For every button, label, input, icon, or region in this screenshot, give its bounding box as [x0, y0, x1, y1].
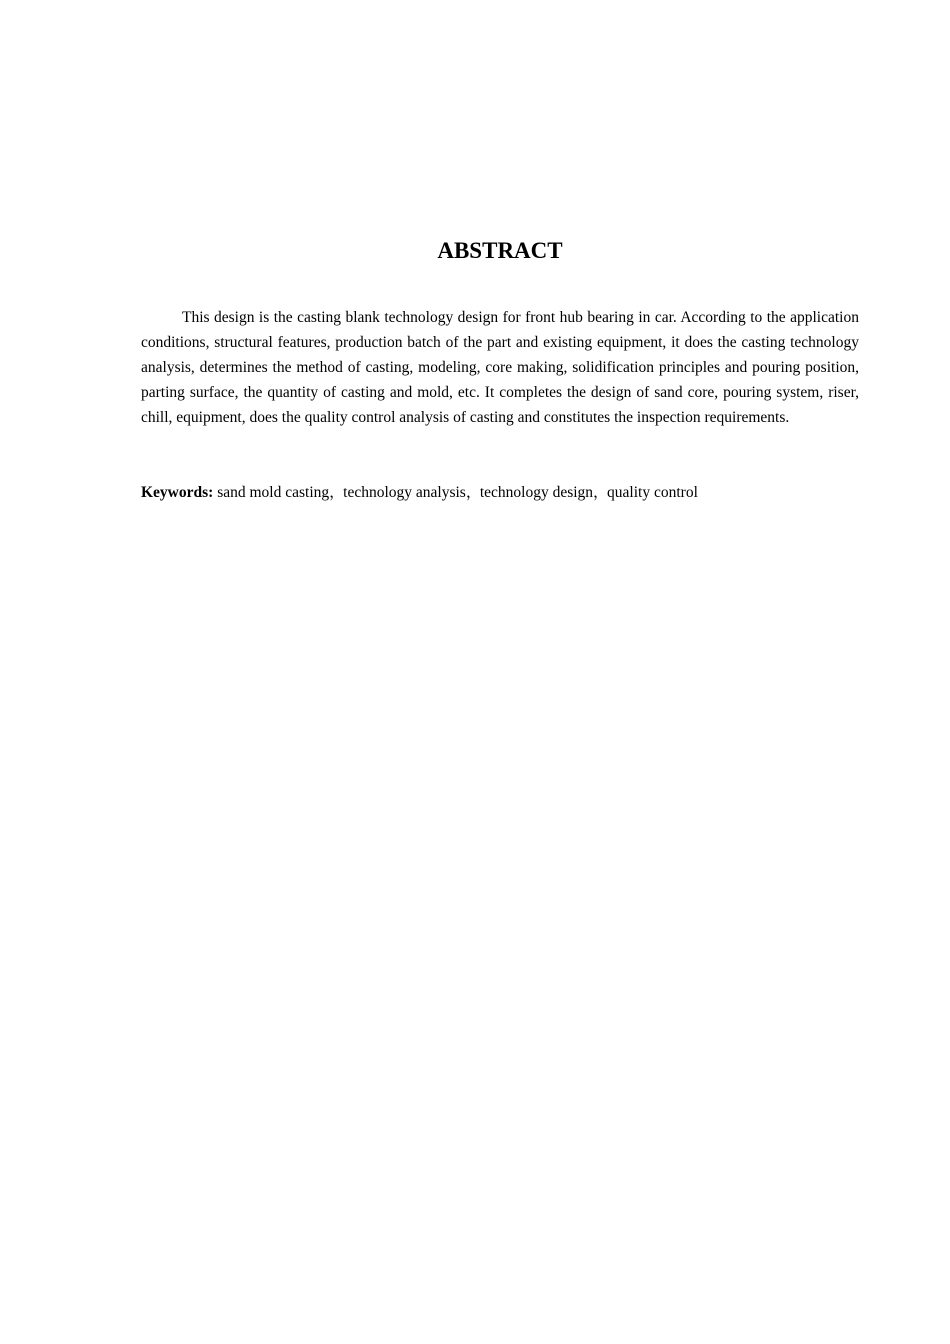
keywords-line [141, 480, 859, 505]
keyword-item: technology design [479, 484, 594, 501]
keyword-separator: ， [329, 484, 345, 501]
keyword-separator: ， [465, 484, 482, 501]
abstract-paragraph: This design is the casting blank technology design for front hub bearing in car. According to the application conditions, structural features, production batch of the part and existing equipment, it does the casting technology analysis, determines the method of casting, modeling, core making, solidification principles and pouring position, parting surface, the quantity of casting and mold, etc. It completes the design of sand core, pouring system, riser, chill, equipment, does the quality control analysis of casting and constitutes the inspection requirements. [141, 309, 859, 426]
page-title: ABSTRACT [437, 238, 563, 263]
keyword-item: technology analysis [343, 484, 466, 501]
keyword-separator: ， [593, 484, 609, 501]
keywords-label: Keywords: [141, 484, 214, 501]
keyword-item: quality control [607, 484, 698, 501]
keyword-item: sand mold casting [217, 484, 330, 501]
